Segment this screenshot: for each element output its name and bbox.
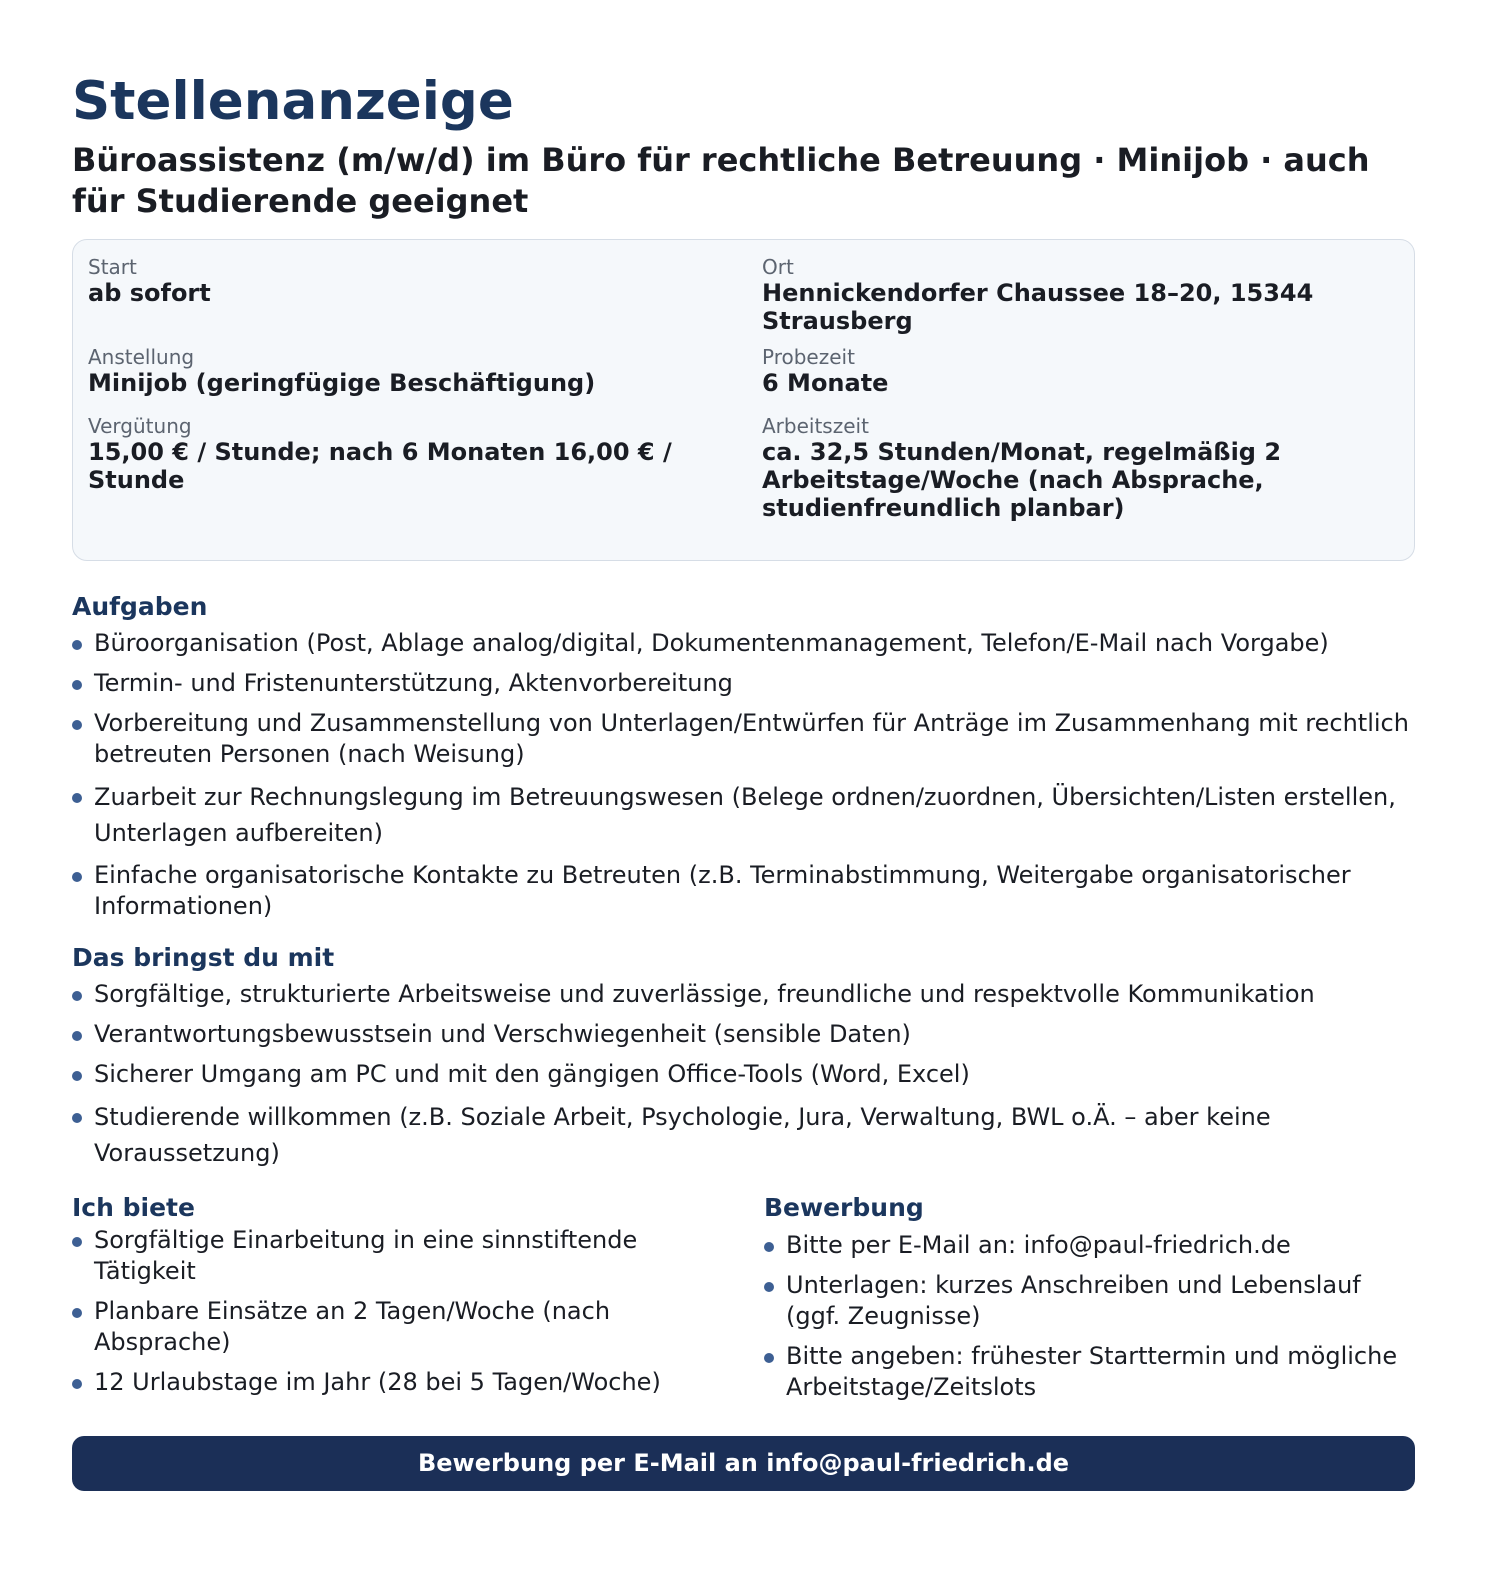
fact-label: Arbeitszeit	[762, 414, 869, 438]
list-item-text: Bitte angeben: frühester Starttermin und mögliche Arbeitstage/Zeitslots	[786, 1342, 1398, 1401]
list-item	[72, 860, 1415, 922]
section-heading: Das bringst du mit	[72, 943, 335, 972]
list-item-text: Planbare Einsätze an 2 Tagen/Woche (nach Absprache)	[94, 1297, 611, 1356]
bullet-icon	[764, 1353, 774, 1363]
list-item-text: Studierende willkommen (z.B. Soziale Arbeit, Psychologie, Jura, Verwaltung, BWL o.Ä. – aber keine Voraussetzung)	[94, 1103, 1271, 1167]
bullet-icon	[72, 872, 82, 882]
list-item-text: Termin- und Fristenunterstützung, Aktenvorbereitung	[94, 669, 733, 697]
fact-ort	[762, 257, 1362, 335]
list-item-text: Unterlagen: kurzes Anschreiben und Lebenslauf (ggf. Zeugnisse)	[786, 1271, 1361, 1330]
fact-value: ca. 32,5 Stunden/Monat, regelmäßig 2 Arbeitstage/Woche (nach Absprache, studienfreundlich planbar)	[762, 438, 1282, 522]
bewerbung-list	[764, 1230, 1414, 1403]
page-subtitle: Büroassistenz (m/w/d) im Büro für rechtliche Betreuung · Minijob · auch für Studierende geeignet	[72, 141, 1370, 220]
section-aufgaben	[72, 592, 1415, 931]
fact-value: Minijob (geringfügige Beschäftigung)	[88, 369, 596, 397]
section-angebot	[72, 1193, 692, 1407]
angebot-list	[72, 1225, 692, 1398]
list-item	[72, 1296, 692, 1358]
bullet-icon	[764, 1242, 774, 1252]
fact-verguetung	[88, 416, 728, 494]
section-heading: Bewerbung	[764, 1193, 924, 1222]
list-item	[72, 708, 1415, 770]
section-anforderungen	[72, 943, 1415, 1180]
bullet-icon	[72, 1237, 82, 1247]
list-item	[764, 1270, 1414, 1332]
bullet-icon	[72, 1113, 82, 1123]
bullet-icon	[764, 1282, 774, 1292]
page-title: Stellenanzeige	[72, 71, 514, 132]
bullet-icon	[72, 640, 82, 650]
list-item	[72, 1099, 1415, 1171]
facts-box	[72, 239, 1415, 561]
list-item	[764, 1230, 1414, 1261]
list-item	[72, 668, 1415, 699]
list-item	[72, 1059, 1415, 1090]
list-item	[72, 1019, 1415, 1050]
bullet-icon	[72, 1071, 82, 1081]
fact-value: 15,00 € / Stunde; nach 6 Monaten 16,00 € / Stunde	[88, 438, 672, 494]
bullet-icon	[72, 991, 82, 1001]
bullet-icon	[72, 793, 82, 803]
bullet-icon	[72, 1031, 82, 1041]
section-bewerbung	[764, 1193, 1414, 1412]
fact-label: Probezeit	[762, 345, 855, 369]
anforderungen-list	[72, 979, 1415, 1171]
list-item-text: Zuarbeit zur Rechnungslegung im Betreuungswesen (Belege ordnen/zuordnen, Übersichten/Listen erstellen, Unterlagen aufbereiten)	[94, 783, 1396, 847]
list-item-text: Sicherer Umgang am PC und mit den gängigen Office-Tools (Word, Excel)	[94, 1060, 970, 1088]
section-heading: Aufgaben	[72, 592, 208, 621]
bullet-icon	[72, 680, 82, 690]
fact-anstellung	[88, 347, 728, 397]
list-item-text: Vorbereitung und Zusammenstellung von Unterlagen/Entwürfen für Anträge im Zusammenhang mit rechtlich betreuten Personen (nach Weisung)	[94, 709, 1409, 768]
list-item	[764, 1341, 1414, 1403]
fact-value: ab sofort	[88, 279, 211, 307]
list-item	[72, 979, 1415, 1010]
bullet-icon	[72, 1379, 82, 1389]
fact-value: 6 Monate	[762, 369, 889, 397]
fact-value: Hennickendorfer Chaussee 18–20, 15344 Strausberg	[762, 279, 1314, 335]
aufgaben-list	[72, 628, 1415, 922]
fact-probezeit	[762, 347, 1362, 397]
list-item-text: Einfache organisatorische Kontakte zu Betreuten (z.B. Terminabstimmung, Weitergabe organisatorischer Informationen)	[94, 861, 1351, 920]
list-item-text: Bitte per E-Mail an: info@paul-friedrich.de	[786, 1231, 1291, 1259]
fact-label: Ort	[762, 255, 794, 279]
bullet-icon	[72, 720, 82, 730]
apply-email-button[interactable]: Bewerbung per E-Mail an info@paul-friedrich.de	[72, 1436, 1415, 1491]
list-item	[72, 1225, 692, 1287]
list-item	[72, 1367, 692, 1398]
fact-label: Anstellung	[88, 345, 195, 369]
fact-start	[88, 257, 728, 307]
section-heading: Ich biete	[72, 1193, 195, 1222]
list-item	[72, 779, 1415, 851]
bullet-icon	[72, 1308, 82, 1318]
list-item-text: 12 Urlaubstage im Jahr (28 bei 5 Tagen/Woche)	[94, 1368, 661, 1396]
list-item-text: Sorgfältige Einarbeitung in eine sinnstiftende Tätigkeit	[94, 1226, 638, 1285]
fact-arbeitszeit	[762, 416, 1362, 522]
list-item-text: Verantwortungsbewusstsein und Verschwiegenheit (sensible Daten)	[94, 1020, 911, 1048]
list-item	[72, 628, 1415, 659]
list-item-text: Büroorganisation (Post, Ablage analog/digital, Dokumentenmanagement, Telefon/E-Mail nach Vorgabe)	[94, 629, 1329, 657]
fact-label: Start	[88, 255, 137, 279]
fact-label: Vergütung	[88, 414, 192, 438]
list-item-text: Sorgfältige, strukturierte Arbeitsweise und zuverlässige, freundliche und respektvolle Kommunikation	[94, 980, 1315, 1008]
